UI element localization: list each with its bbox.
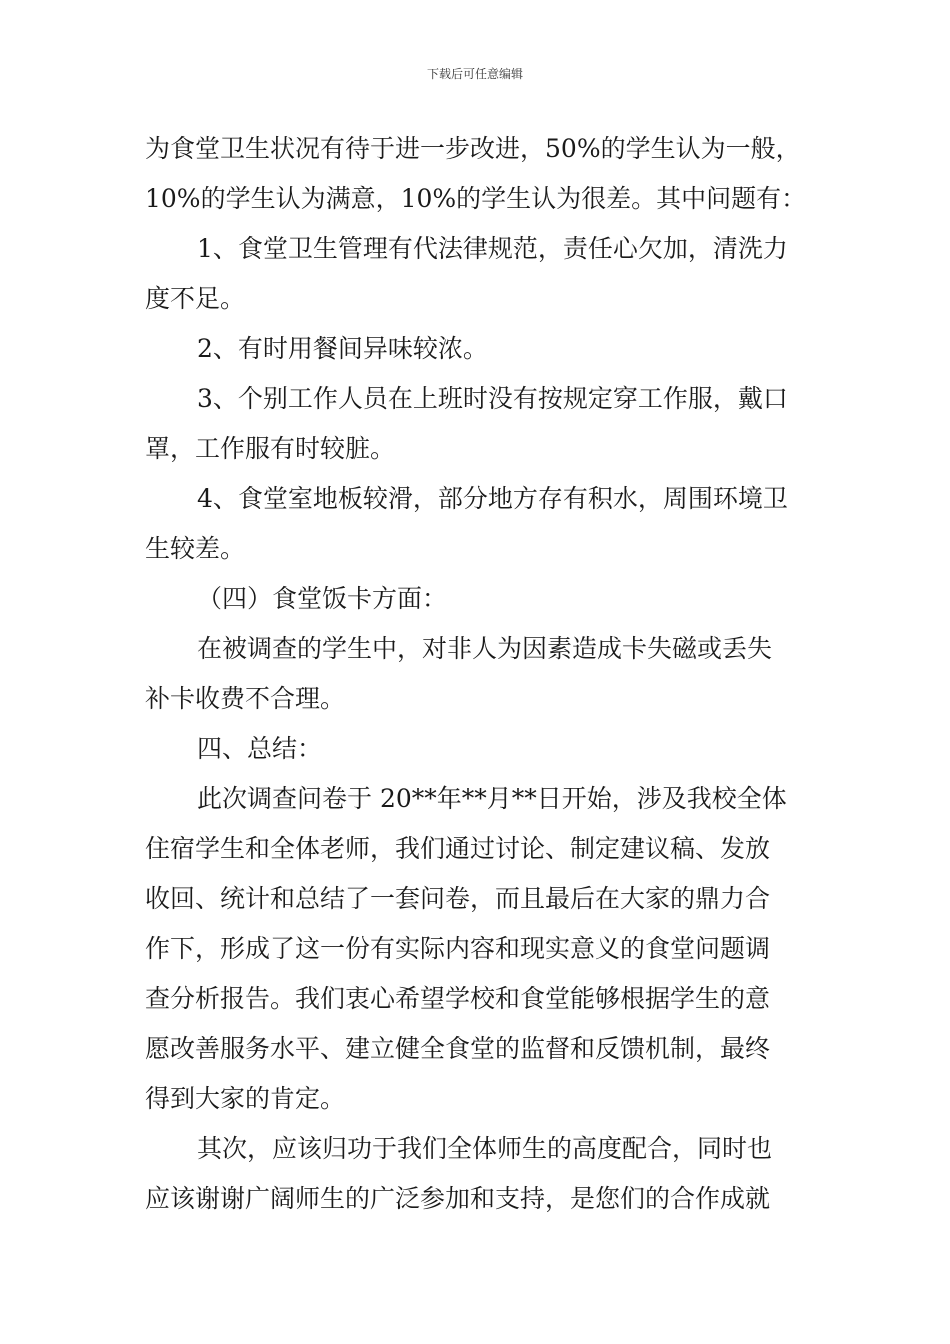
list-item-3: 3、个别工作人员在上班时没有按规定穿工作服，戴口 [197, 384, 788, 413]
text-line: 收回、统计和总结了一套问卷，而且最后在大家的鼎力合 [145, 884, 771, 913]
text-line: 应该谢谢广阔师生的广泛参加和支持，是您们的合作成就 [145, 1184, 771, 1213]
paragraph-start: 其次，应该归功于我们全体师生的高度配合，同时也 [197, 1134, 773, 1163]
list-item-2: 2、有时用餐间异味较浓。 [197, 334, 488, 363]
text-line: 作下，形成了这一份有实际内容和现实意义的食堂问题调 [145, 934, 771, 963]
paragraph-start: 此次调查问卷于 20**年**月**日开始，涉及我校全体 [197, 784, 787, 813]
text-line: 罩，工作服有时较脏。 [145, 434, 396, 463]
text-line: 愿改善服务水平、建立健全食堂的监督和反馈机制，最终 [145, 1034, 771, 1063]
text-line: 为食堂卫生状况有待于进一步改进，50%的学生认为一般， [145, 134, 801, 163]
text-line: 查分析报告。我们衷心希望学校和食堂能够根据学生的意 [145, 984, 771, 1013]
paragraph-start: 在被调查的学生中，对非人为因素造成卡失磁或丢失 [197, 634, 773, 663]
text-line: 生较差。 [145, 534, 246, 563]
section-heading-summary: 四、总结： [197, 734, 323, 763]
list-item-4: 4、食堂室地板较滑，部分地方存有积水，周围环境卫 [197, 484, 788, 513]
text-line: 补卡收费不合理。 [145, 684, 346, 713]
page-header-note: 下载后可任意编辑 [426, 67, 523, 81]
text-line: 得到大家的肯定。 [145, 1084, 346, 1113]
document-body [145, 124, 810, 1224]
list-item-1: 1、食堂卫生管理有代法律规范，责任心欠加，清洗力 [197, 234, 788, 263]
text-line: 10%的学生认为满意，10%的学生认为很差。其中问题有： [145, 184, 807, 213]
section-heading-canteen-card: （四）食堂饭卡方面： [197, 584, 448, 613]
text-line: 度不足。 [145, 284, 246, 313]
text-line: 住宿学生和全体老师，我们通过讨论、制定建议稿、发放 [145, 834, 771, 863]
